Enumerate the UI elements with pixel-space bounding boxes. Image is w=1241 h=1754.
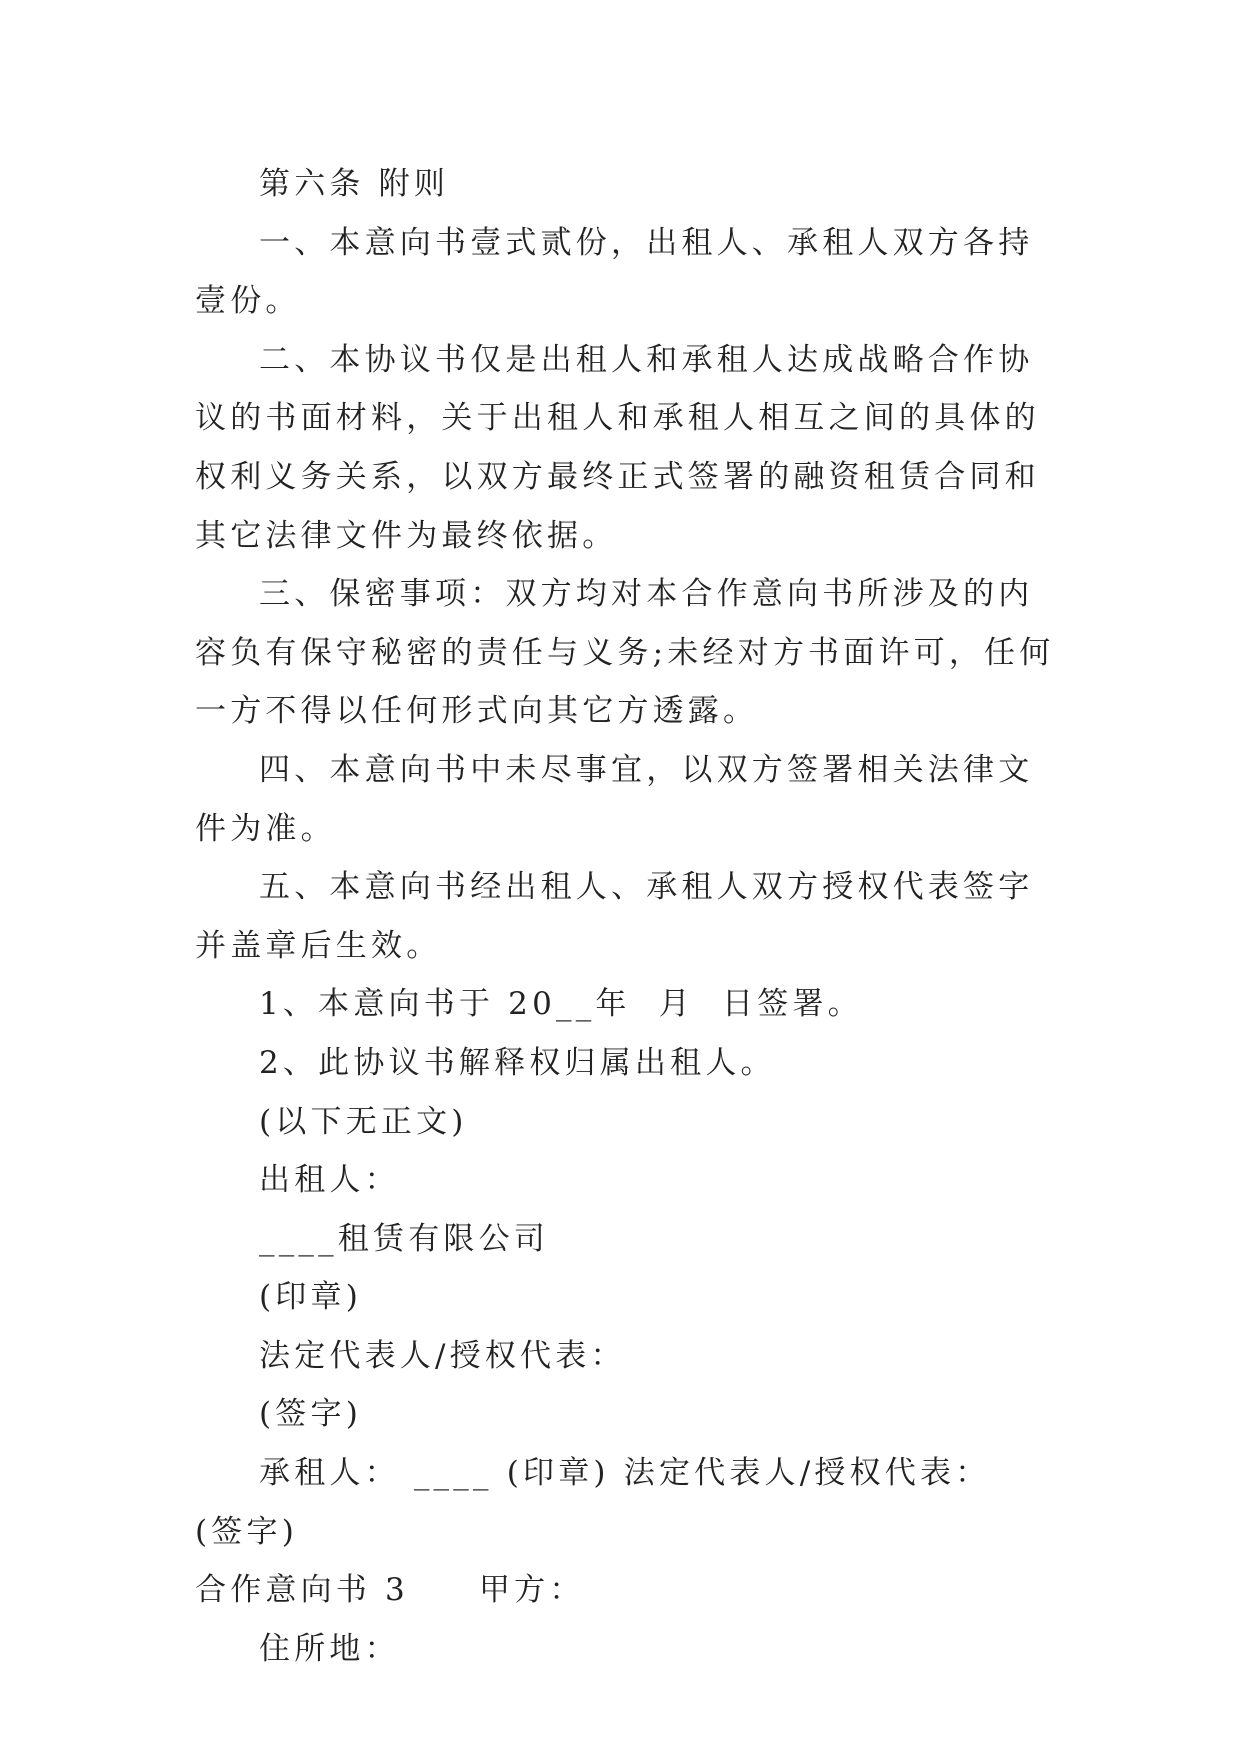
lessor-label: 出租人： bbox=[259, 1162, 400, 1199]
lessor-representative: 法定代表人/授权代表： bbox=[259, 1337, 626, 1374]
clause-three: 三、保密事项：双方均对本合作意向书所涉及的内容负有保守秘密的责任与义务;未经对方书面许可，任何一方不得以任何形式向其它方透露。 bbox=[195, 576, 1055, 730]
document-body bbox=[195, 155, 1055, 1678]
lessor-seal: (印章) bbox=[259, 1279, 362, 1316]
lessor-signature: (签字) bbox=[259, 1396, 362, 1433]
clause-four: 四、本意向书中未尽事宜，以双方签署相关法律文件为准。 bbox=[195, 751, 1034, 847]
clause-five: 五、本意向书经出租人、承租人双方授权代表签字并盖章后生效。 bbox=[195, 869, 1034, 964]
next-document-heading bbox=[195, 1561, 1055, 1620]
clause-one: 一、本意向书壹式贰份，出租人、承租人双方各持壹份。 bbox=[195, 224, 1034, 320]
item-one: 1、本意向书于 20__年 月 日签署。 bbox=[259, 986, 863, 1023]
no-more-text-note: (以下无正文) bbox=[259, 1103, 468, 1140]
document-title: 合作意向书 3 bbox=[195, 1572, 409, 1609]
lessor-company: ____租赁有限公司 bbox=[259, 1220, 549, 1257]
item-two: 2、此协议书解释权归属出租人。 bbox=[259, 1044, 776, 1081]
lessee-line: 承租人： ____ (印章) 法定代表人/授权代表： (签字) bbox=[195, 1455, 991, 1550]
article-heading: 第六条 附则 bbox=[259, 166, 450, 202]
address-label: 住所地： bbox=[259, 1630, 400, 1667]
clause-two: 二、本协议书仅是出租人和承租人达成战略合作协议的书面材料，关于出租人和承租人相互之间的具体的权利义务关系，以双方最终正式签署的融资租赁合同和其它法律文件为最终依据。 bbox=[195, 341, 1040, 554]
party-a-label: 甲方： bbox=[478, 1572, 585, 1609]
